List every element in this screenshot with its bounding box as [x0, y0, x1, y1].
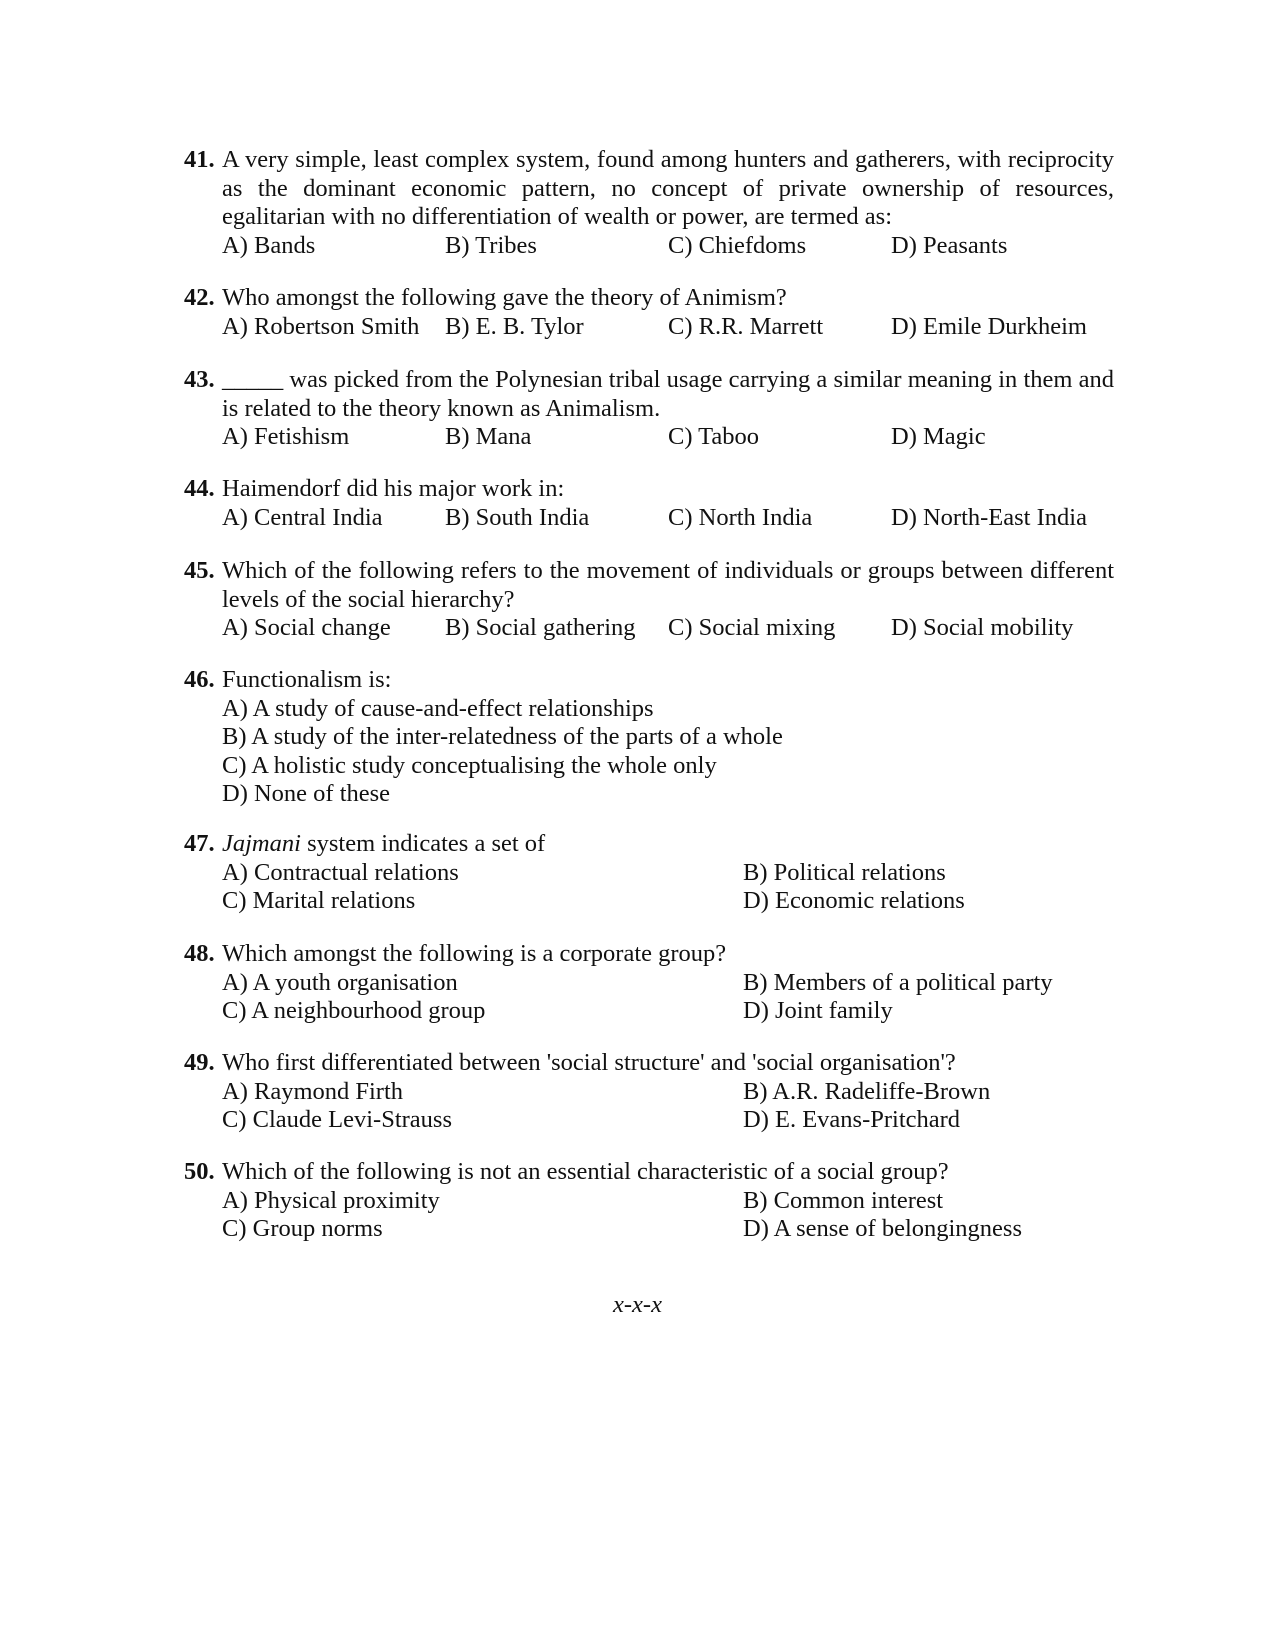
option-b: B) Political relations	[743, 858, 946, 886]
option-a: A) Fetishism	[222, 423, 350, 450]
question-stem-italic: Jajmani	[222, 830, 301, 857]
option-c: C) R.R. Marrett	[668, 312, 824, 340]
question-stem: Which of the following refers to the movement of individuals or groups between different levels of the social hierarchy?	[222, 557, 1114, 613]
option-c: C) Taboo	[668, 423, 760, 450]
question-number: 48.	[184, 940, 215, 967]
question-stem: Who amongst the following gave the theory of Animism?	[222, 284, 787, 311]
options-row	[222, 313, 1114, 342]
option-d: D) Emile Durkheim	[891, 312, 1087, 340]
option-c: C) A neighbourhood group	[222, 997, 486, 1024]
option-b: B) Social gathering	[445, 614, 636, 641]
options-row	[222, 232, 1114, 261]
option-a: A) Central India	[222, 503, 383, 531]
options-list	[222, 695, 1114, 809]
option-c: C) Chiefdoms	[668, 231, 807, 259]
question-43	[184, 366, 1114, 452]
question-45	[184, 557, 1114, 643]
option-a: A) Raymond Firth	[222, 1077, 404, 1105]
option-a: A) A youth organisation	[222, 968, 458, 996]
option-b: B) E. B. Tylor	[445, 312, 584, 340]
option-b: B) Common interest	[743, 1186, 944, 1214]
option-b: B) Mana	[445, 423, 532, 450]
question-49	[184, 1049, 1114, 1135]
option-d: D) A sense of belongingness	[743, 1215, 1022, 1242]
question-number: 45.	[184, 557, 215, 584]
options-row	[222, 504, 1114, 533]
option-c: C) Marital relations	[222, 887, 416, 914]
option-a: A) Contractual relations	[222, 858, 459, 886]
question-stem: Which of the following is not an essential characteristic of a social group?	[222, 1158, 949, 1185]
option-a: A) Social change	[222, 614, 391, 641]
option-b: B) Members of a political party	[743, 968, 1053, 996]
end-marker: x-x-x	[613, 1291, 662, 1318]
question-stem: Who first differentiated between 'social structure' and 'social organisation'?	[222, 1049, 956, 1076]
question-stem: Haimendorf did his major work in:	[222, 475, 565, 502]
question-42	[184, 284, 1114, 341]
option-d: D) Social mobility	[891, 614, 1074, 641]
option-b: B) South India	[445, 503, 590, 531]
option-c: C) A holistic study conceptualising the whole only	[222, 751, 717, 779]
option-c: C) Claude Levi-Strauss	[222, 1106, 452, 1133]
question-50	[184, 1158, 1114, 1244]
question-number: 44.	[184, 475, 215, 502]
option-d: D) Magic	[891, 423, 986, 450]
option-b: B) A study of the inter-relatedness of the parts of a whole	[222, 723, 783, 750]
question-41	[184, 146, 1114, 260]
question-stem-rest: system indicates a set of	[300, 830, 546, 857]
option-b: B) Tribes	[445, 231, 537, 259]
question-number: 47.	[184, 830, 215, 857]
option-d: D) Economic relations	[743, 887, 965, 914]
options-grid	[222, 1187, 1114, 1244]
question-number: 50.	[184, 1158, 215, 1185]
question-44	[184, 475, 1114, 532]
options-row	[222, 423, 1114, 452]
option-b: B) A.R. Radeliffe-Brown	[743, 1077, 991, 1105]
question-stem	[222, 830, 1114, 859]
option-a: A) Physical proximity	[222, 1186, 440, 1214]
option-a: A) Bands	[222, 231, 316, 259]
question-46	[184, 666, 1114, 809]
question-stem: _____ was picked from the Polynesian tribal usage carrying a similar meaning in them and is related to the theory known as Animalism.	[222, 366, 1114, 422]
question-stem: A very simple, least complex system, found among hunters and gatherers, with reciprocity as the dominant economic pattern, no concept of private ownership of resources, egalitarian with no differentiation of wealth or power, are termed as:	[222, 146, 1114, 230]
option-d: D) None of these	[222, 780, 391, 807]
question-number: 41.	[184, 146, 215, 173]
option-a: A) A study of cause-and-effect relationships	[222, 694, 654, 722]
options-grid	[222, 859, 1114, 916]
options-grid	[222, 1078, 1114, 1135]
question-48	[184, 940, 1114, 1026]
options-grid	[222, 969, 1114, 1026]
option-d: D) Joint family	[743, 997, 893, 1024]
option-c: C) Social mixing	[668, 614, 836, 641]
option-c: C) North India	[668, 503, 813, 531]
question-number: 43.	[184, 366, 215, 393]
option-c: C) Group norms	[222, 1215, 383, 1242]
question-stem: Functionalism is:	[222, 666, 392, 693]
option-d: D) Peasants	[891, 231, 1008, 259]
question-number: 46.	[184, 666, 215, 693]
question-stem: Which amongst the following is a corporate group?	[222, 940, 727, 967]
option-d: D) North-East India	[891, 503, 1087, 531]
question-number: 42.	[184, 284, 215, 311]
question-number: 49.	[184, 1049, 215, 1076]
option-a: A) Robertson Smith	[222, 312, 420, 340]
question-47	[184, 830, 1114, 916]
options-row	[222, 614, 1114, 643]
option-d: D) E. Evans-Pritchard	[743, 1106, 961, 1133]
